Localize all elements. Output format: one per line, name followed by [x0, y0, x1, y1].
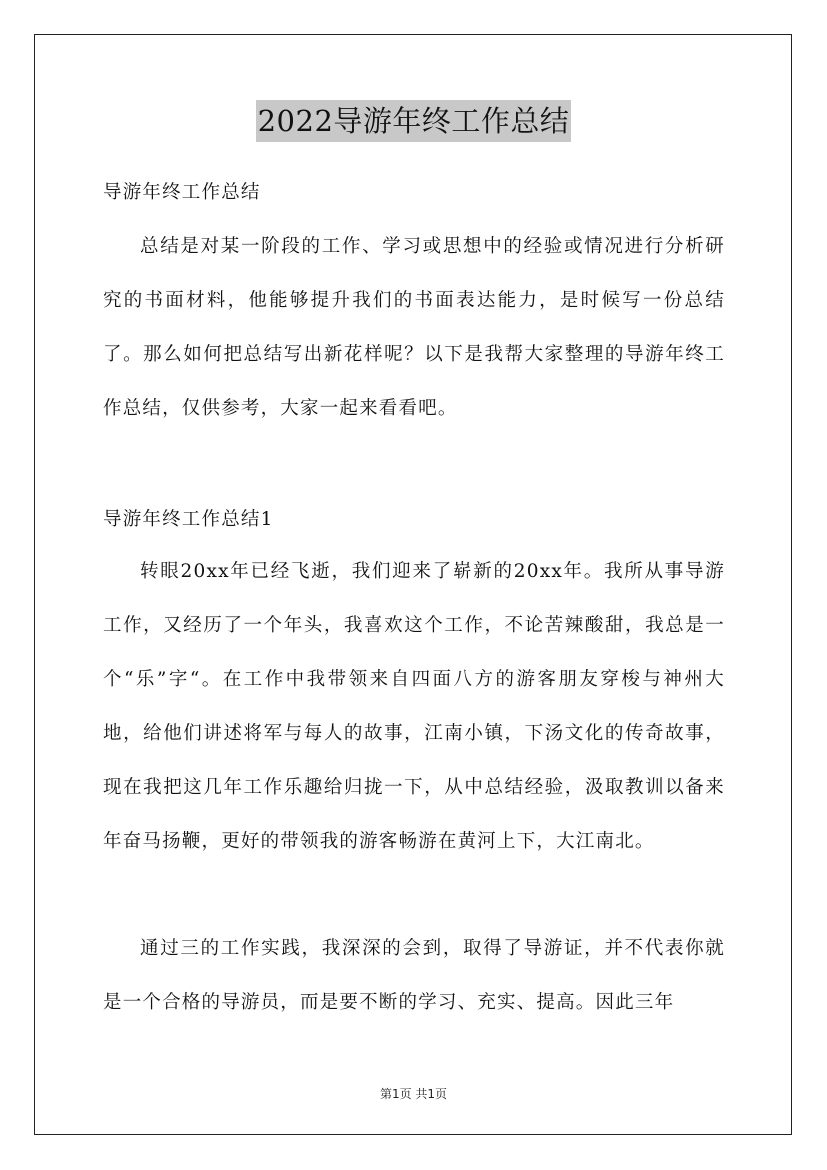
document-title: 2022导游年终工作总结	[256, 100, 572, 142]
body-paragraph-1: 转眼20xx年已经飞逝，我们迎来了崭新的20xx年。我所从事导游工作，又经历了一个年头，我喜欢这个工作，不论苦辣酸甜，我总是一个“乐”字“。在工作中我带领来自四面八方的游客朋友穿梭与神州大地，给他们讲述将军与每人的故事，江南小镇，下汤文化的传奇故事，现在我把这几年工作乐趣给归拢一下，从中总结经验，汲取教训以备来年奋马扬鞭，更好的带领我的游客畅游在黄河上下，大江南北。	[103, 561, 725, 852]
section-heading: 导游年终工作总结	[103, 182, 261, 203]
intro-paragraph: 总结是对某一阶段的工作、学习或思想中的经验或情况进行分析研究的书面材料，他能够提升我们的书面表达能力，是时候写一份总结了。那么如何把总结写出新花样呢？以下是我帮大家整理的导游年终工作总结，仅供参考，大家一起来看看吧。	[103, 236, 725, 419]
page-footer: 第1页 共1页	[379, 1087, 448, 1101]
body-paragraph-2: 通过三的工作实践，我深深的会到，取得了导游证，并不代表你就是一个合格的导游员，而是要不断的学习、充实、提高。因此三年	[103, 938, 725, 1013]
title-container	[0, 100, 827, 142]
subsection-heading: 导游年终工作总结1	[103, 509, 274, 530]
